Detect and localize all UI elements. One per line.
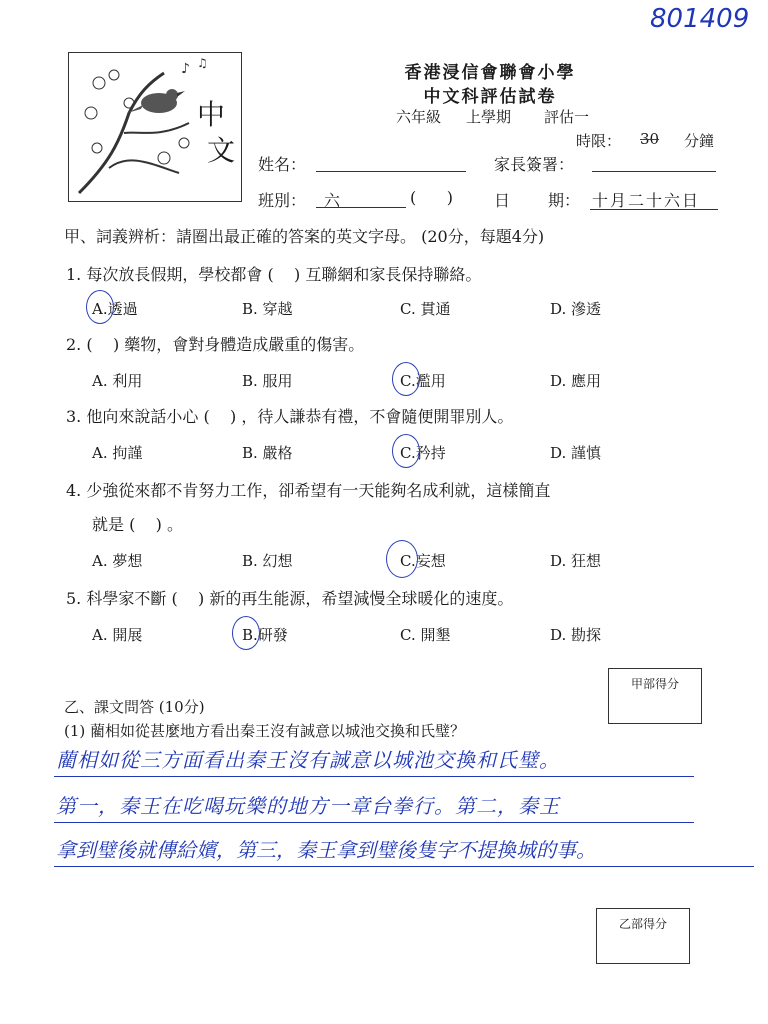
answer-line-2: 第一，秦王在吃喝玩樂的地方一章台拳行。第二，秦王 [56,794,560,818]
answer-circle [392,362,420,396]
question-4-cont: 就是 ( ) 。 [92,515,184,534]
q3-option-a[interactable]: A. 拘謹 [92,444,143,462]
svg-text:♪: ♪ [181,61,190,77]
time-value: 30 [640,130,660,148]
question-1: 1. 每次放長假期，學校都會 ( ) 互聯網和家長保持聯絡。 [66,265,482,284]
section-b-score-box[interactable] [596,908,690,964]
exam-title: 中文科評估試卷 [423,87,557,107]
q3-option-d[interactable]: D. 謹慎 [550,444,602,462]
q1-option-c[interactable]: C. 貫通 [400,300,451,318]
class-label: 班別： [258,191,307,210]
answer-circle [232,616,260,650]
question-5: 5. 科學家不斷 ( ) 新的再生能源，希望減慢全球暖化的速度。 [66,589,514,608]
q4-option-d[interactable]: D. 狂想 [550,552,602,570]
term: 上學期 [466,108,512,126]
answer-line-3: 拿到璧後就傳給嬪，第三，秦王拿到璧後隻字不提換城的事。 [56,838,596,862]
logo-text-2: 文 [207,134,236,167]
name-field[interactable] [316,170,466,172]
q1-option-d[interactable]: D. 滲透 [550,300,602,318]
answer-underline [54,866,754,867]
q5-option-b[interactable]: B.研發 [242,626,288,644]
q3-option-b[interactable]: B. 嚴格 [242,444,293,462]
parent-sign-label: 家長簽署： [494,155,575,174]
date-value: 十月二十六日 [592,191,701,210]
time-unit: 分鐘 [684,132,715,150]
logo-text-1: 中 [197,98,226,131]
date-label-2: 期： [548,191,581,210]
q2-option-a[interactable]: A. 利用 [92,372,143,390]
q5-option-a[interactable]: A. 開展 [92,626,143,644]
class-number-field[interactable]: ( ) [410,188,453,207]
answer-circle [392,434,420,468]
answer-circle [86,290,114,324]
q5-option-c[interactable]: C. 開墾 [400,626,451,644]
q2-option-d[interactable]: D. 應用 [550,372,602,390]
q3-option-c[interactable]: C.矜持 [400,444,446,462]
answer-underline [54,822,694,823]
q4-option-a[interactable]: A. 夢想 [92,552,143,570]
section-a-score-box[interactable] [608,668,702,724]
class-value: 六 [324,191,341,210]
assessment: 評估一 [544,108,590,126]
answer-circle [386,540,418,578]
question-3: 3. 他向來說話小心 ( ) ，待人謙恭有禮，不會隨便開罪別人。 [66,407,514,426]
svg-text:♫: ♫ [197,56,208,70]
parent-sign-field[interactable] [592,170,716,172]
section-a-title: 甲、詞義辨析：請圈出最正確的答案的英文字母。 (20分，每題4分) [64,227,545,246]
section-b-score-label: 乙部得分 [618,917,667,931]
q1-option-a[interactable]: A.透過 [92,300,138,318]
answer-underline [54,776,694,777]
q5-option-d[interactable]: D. 勘探 [550,626,602,644]
date-label-1: 日 [494,191,511,210]
time-label: 時限： [576,132,622,150]
section-b-question: (1) 藺相如從甚麼地方看出秦王沒有誠意以城池交換和氏璧？ [64,722,466,740]
question-4: 4. 少強從來都不肯努力工作，卻希望有一天能夠名成利就，這樣簡直 [66,481,551,500]
handwritten-code: 801409 [650,4,750,34]
q2-option-c[interactable]: C.濫用 [400,372,446,390]
class-field[interactable] [316,206,406,208]
q1-option-b[interactable]: B. 穿越 [242,300,293,318]
q4-option-c[interactable]: C.妄想 [400,552,446,570]
q2-option-b[interactable]: B. 服用 [242,372,293,390]
school-name: 香港浸信會聯會小學 [404,63,576,83]
q4-option-b[interactable]: B. 幻想 [242,552,293,570]
section-b-title: 乙、課文問答 (10分) [64,698,205,716]
answer-line-1: 藺相如從三方面看出秦王沒有誠意以城池交換和氏璧。 [56,748,560,772]
section-a-score-label: 甲部得分 [630,677,679,691]
name-label: 姓名： [258,155,307,174]
grade: 六年級 [396,108,442,126]
date-underline [590,208,718,210]
question-2: 2. ( ) 藥物，會對身體造成嚴重的傷害。 [66,335,365,354]
